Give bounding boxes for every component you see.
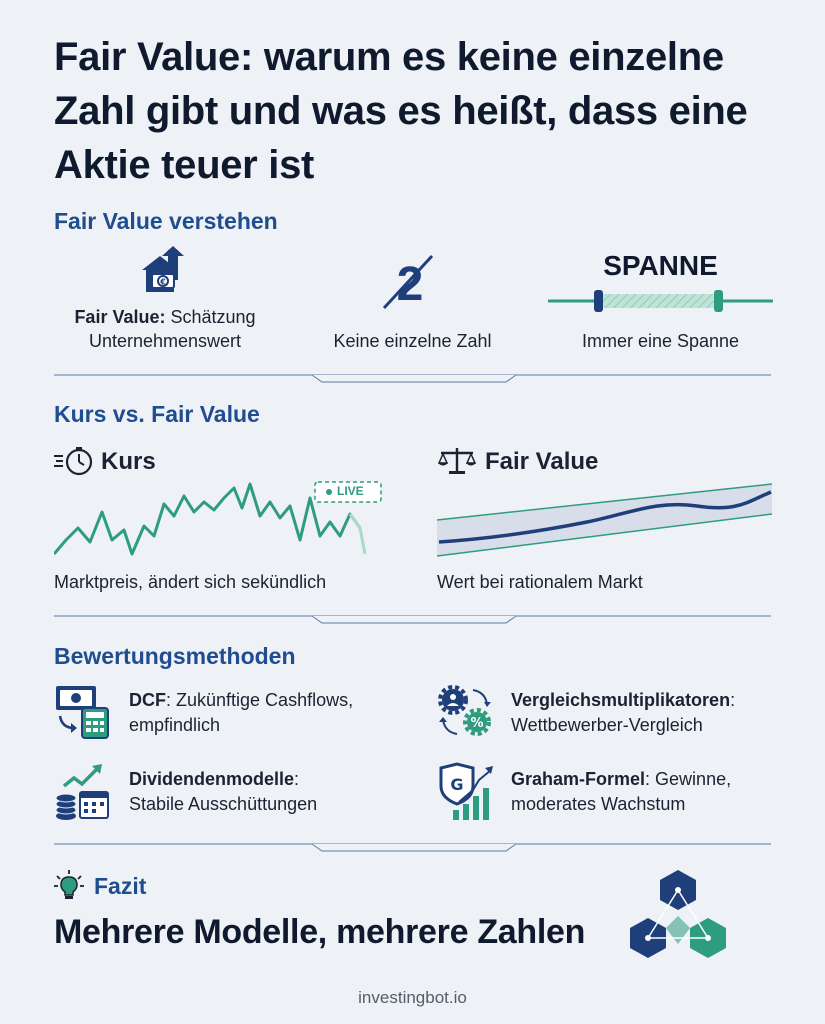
method-dividend	[129, 767, 409, 817]
fair-value-term: Fair Value:	[74, 307, 166, 327]
method-graham	[511, 767, 791, 817]
scales-icon	[437, 446, 477, 481]
stopwatch-icon	[54, 446, 94, 481]
method-multiples-desc: Wettbewerber-Vergleich	[511, 715, 703, 735]
svg-text:G: G	[450, 775, 464, 794]
range-bar-icon	[548, 288, 773, 319]
section-divider	[54, 610, 771, 624]
method-graham-desc-line2: moderates Wachstum	[511, 794, 686, 814]
house-euro-icon	[138, 246, 190, 303]
no-single-number-label: Keine einzelne Zahl	[333, 331, 492, 351]
fair-value-term-desc: Schätzung	[165, 307, 256, 327]
method-dividend-desc: Stabile Ausschüttungen	[129, 794, 318, 814]
method-dcf-name: DCF	[129, 690, 166, 710]
method-dividend-colon: :	[294, 769, 300, 789]
fair-value-band-chart	[437, 480, 772, 565]
gears-percent-icon	[437, 684, 495, 745]
shield-chart-icon	[437, 762, 495, 827]
footer-brand: investingbot.io	[358, 988, 467, 1007]
fair-value-caption: Wert bei rationalem Markt	[437, 572, 643, 592]
method-dividend-name: Dividendenmodelle	[129, 769, 295, 789]
method-graham-name: Graham-Formel	[511, 769, 646, 789]
coins-growth-icon	[54, 762, 112, 827]
fair-value-definition	[40, 305, 290, 353]
method-multiples-colon: :	[730, 690, 736, 710]
svg-text:%: %	[470, 716, 484, 731]
cash-calculator-icon	[54, 684, 112, 745]
page-title: Fair Value: warum es keine einzelne Zahl gibt und was es heißt, dass eine Aktie teuer ist	[54, 35, 748, 187]
lightbulb-icon	[54, 870, 84, 905]
section-heading-methods: Bewertungsmethoden	[54, 643, 296, 669]
conclusion-text: Mehrere Modelle, mehrere Zahlen	[54, 913, 586, 951]
price-caption: Marktpreis, ändert sich sekündlich	[54, 572, 327, 592]
method-graham-desc: : Gewinne,	[645, 769, 732, 789]
spanne-label: SPANNE	[603, 250, 718, 281]
conclusion-heading: Fazit	[94, 873, 147, 899]
method-multiples-name: Vergleichsmultiplikatoren	[511, 690, 731, 710]
section-divider	[54, 838, 771, 852]
method-dcf-desc: : Zukünftige Cashflows,	[166, 690, 354, 710]
live-badge-text: LIVE	[337, 484, 364, 498]
section-divider	[54, 369, 771, 383]
range-label: Immer eine Spanne	[581, 331, 740, 351]
section-heading-price-vs-value: Kurs vs. Fair Value	[54, 401, 260, 427]
number-glyph: 2	[396, 258, 424, 310]
section-heading-understanding: Fair Value verstehen	[54, 208, 278, 234]
fair-value-term-line2: Unternehmenswert	[88, 331, 242, 351]
price-label: Kurs	[101, 448, 156, 475]
hexagon-network-icon	[626, 868, 730, 973]
svg-text:€: €	[160, 277, 166, 287]
method-multiples	[511, 688, 791, 738]
no-single-number-icon	[380, 252, 436, 315]
fair-value-label: Fair Value	[485, 448, 599, 475]
method-dcf-desc-line2: empfindlich	[129, 715, 221, 735]
method-dcf	[129, 688, 409, 738]
